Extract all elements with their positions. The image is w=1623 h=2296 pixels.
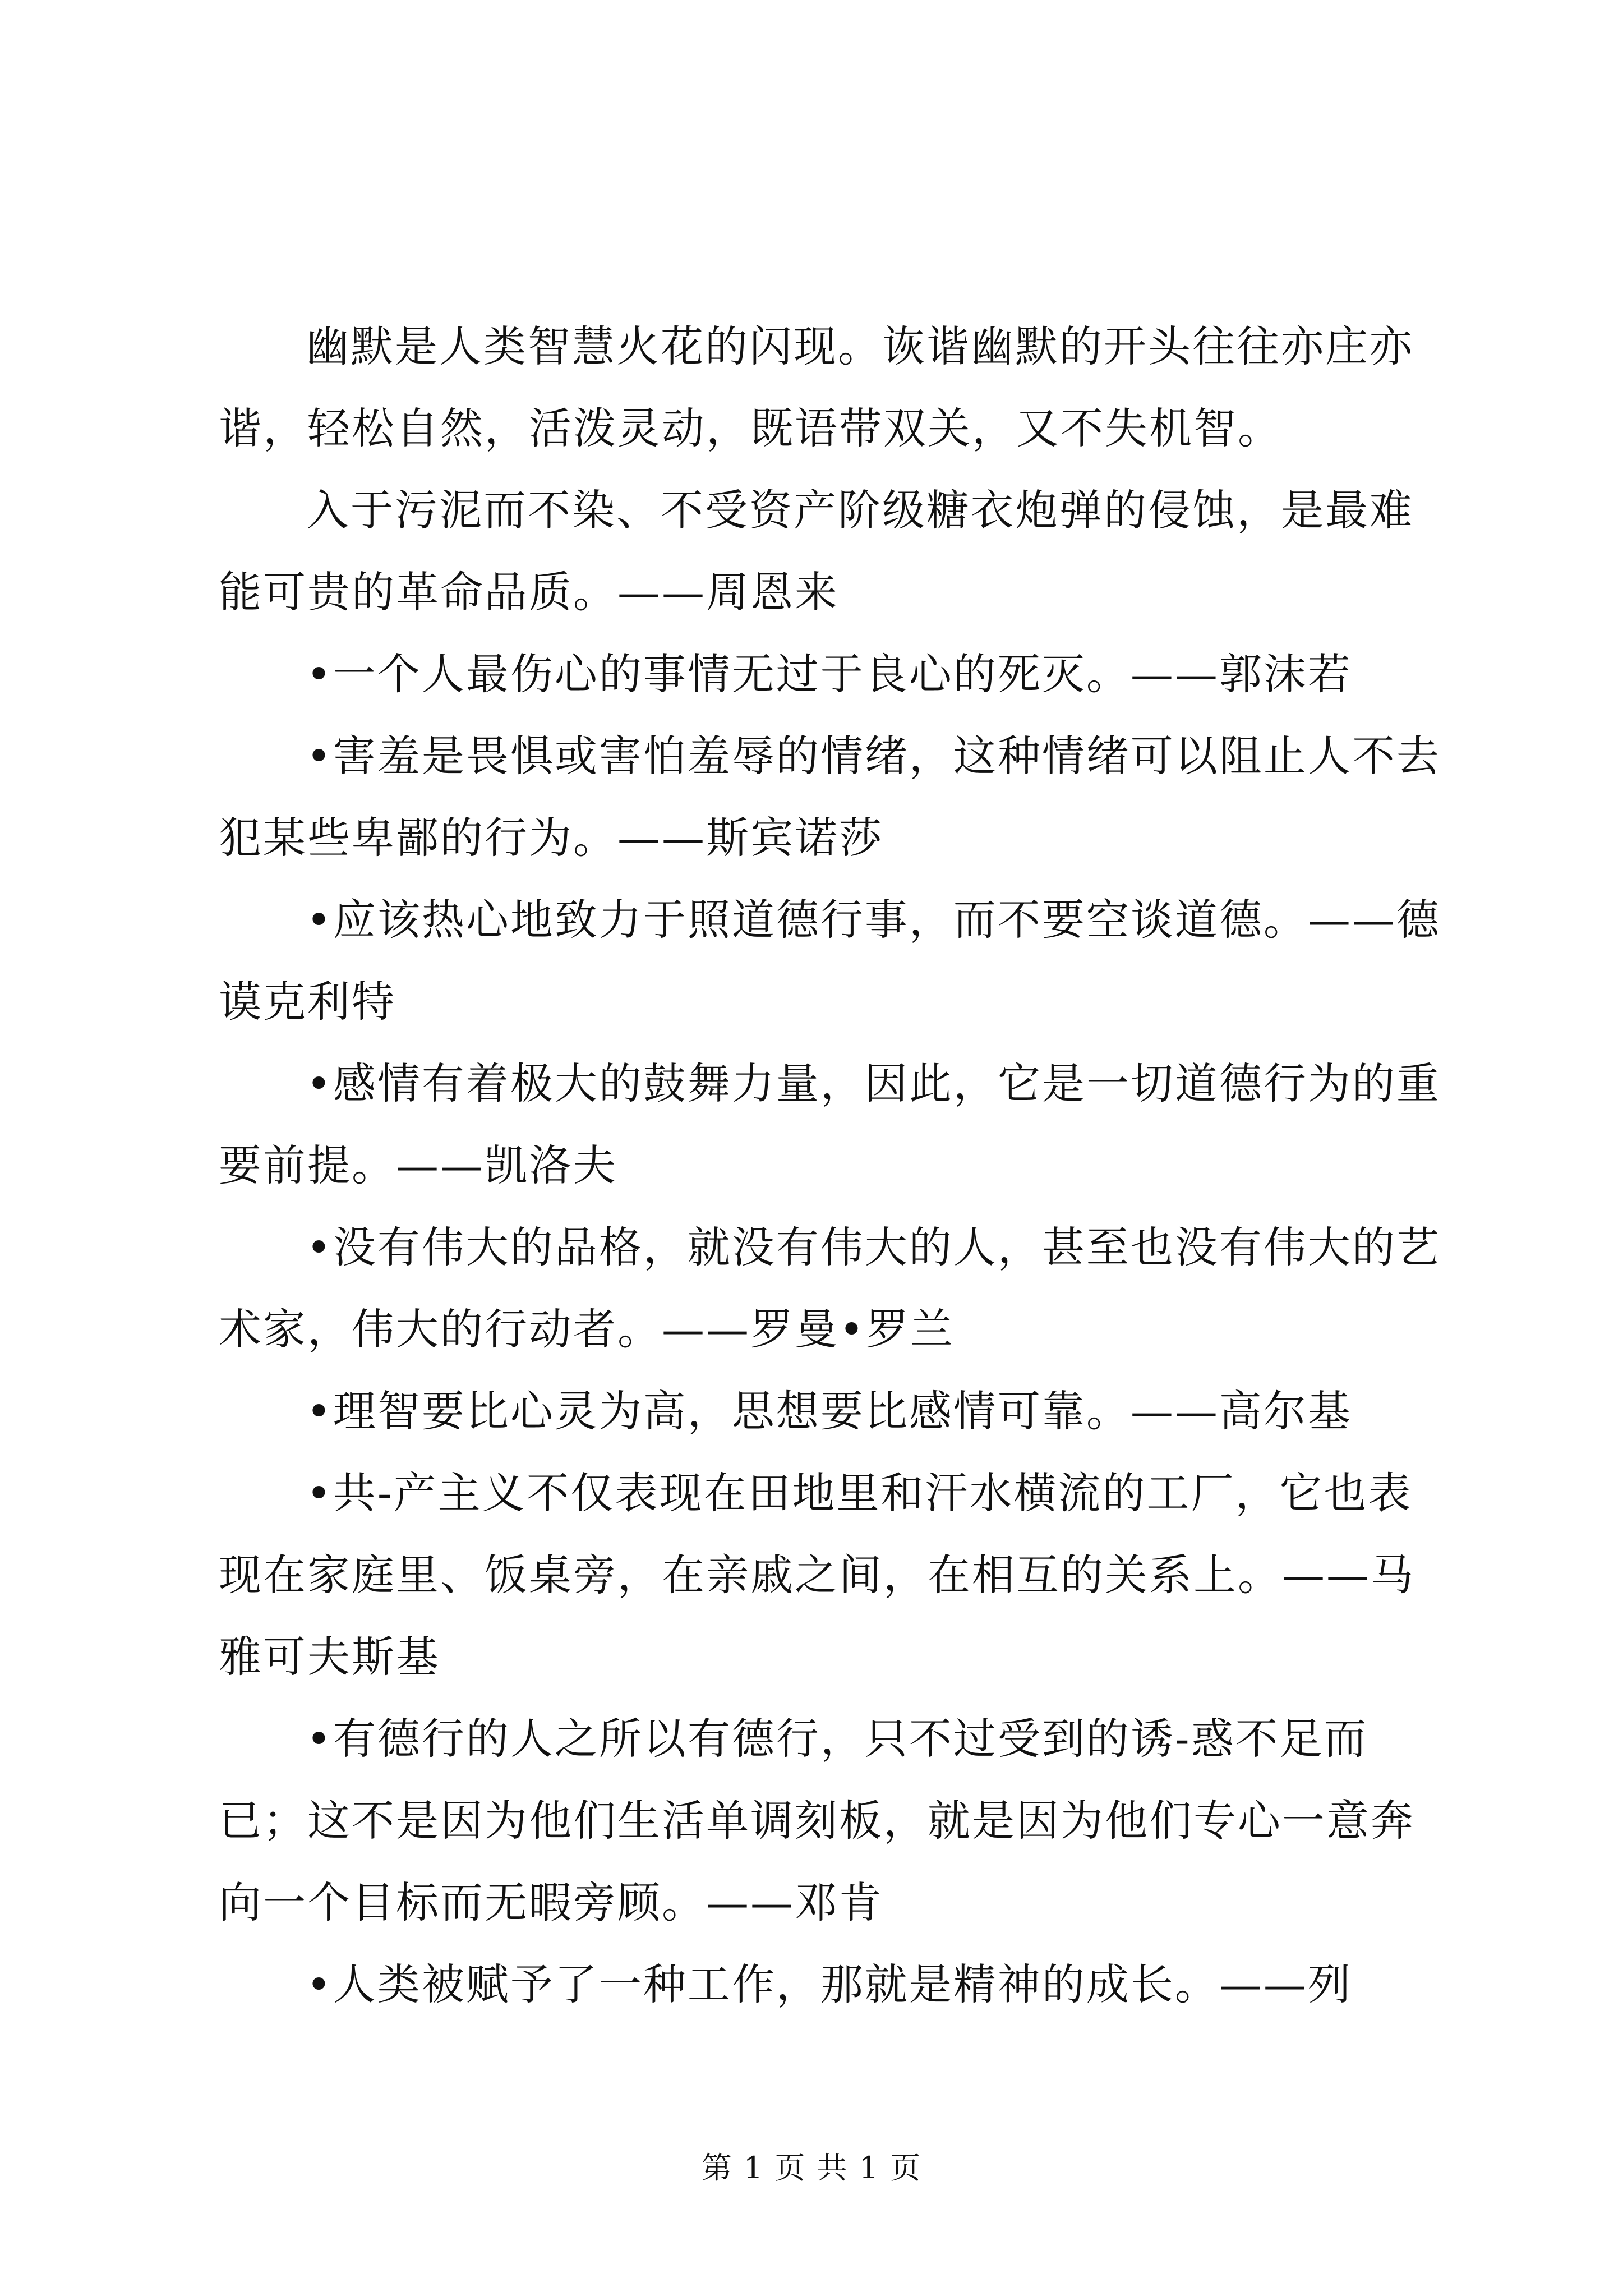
page-number-footer: 第 1 页 共 1 页 [701,2150,922,2185]
paragraph-quote-spinoza: •害羞是畏惧或害怕羞辱的情绪，这种情绪可以阻止人不去犯某些卑鄙的行为。——斯宾诺莎 [219,731,1441,863]
paragraph-quote-zhou-enlai: 入于污泥而不染、不受资产阶级糖衣炮弹的侵蚀，是最难能可贵的革命品质。——周恩来 [219,485,1414,617]
paragraph-quote-lenin: •人类被赋予了一种工作，那就是精神的成长。——列 [306,1959,1352,2009]
paragraph-quote-gorky: •理智要比心灵为高，思想要比感情可靠。——高尔基 [306,1386,1352,1436]
paragraph-quote-duncan: •有德行的人之所以有德行，只不过受到的诱-惑不足而已；这不是因为他们生活单调刻板，就是因为他们专心一意奔向一个目标而无暇旁顾。——邓肯 [219,1714,1415,1927]
paragraph-quote-mayakovsky: •共-产主义不仅表现在田地里和汗水横流的工厂，它也表现在家庭里、饭桌旁，在亲戚之间，在相互的关系上。——马雅可夫斯基 [219,1468,1415,1682]
document-body [219,306,1441,2026]
paragraph-humor: 幽默是人类智慧火花的闪现。诙谐幽默的开头往往亦庄亦谐，轻松自然，活泼灵动，既语带双关，又不失机智。 [219,321,1414,453]
paragraph-quote-guo-moruo: •一个人最伤心的事情无过于良心的死灭。——郭沫若 [306,649,1352,699]
paragraph-quote-romain-rolland: •没有伟大的品格，就没有伟大的人，甚至也没有伟大的艺术家，伟大的行动者。——罗曼•罗兰 [219,1222,1441,1354]
paragraph-quote-kairov: •感情有着极大的鼓舞力量，因此，它是一切道德行为的重要前提。——凯洛夫 [219,1059,1441,1190]
paragraph-quote-democritus: •应该热心地致力于照道德行事，而不要空谈道德。——德谟克利特 [219,895,1441,1027]
